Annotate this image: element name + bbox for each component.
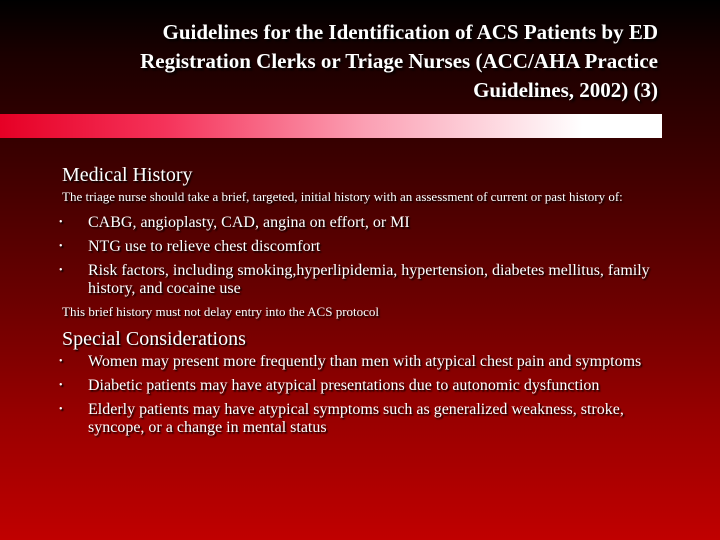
list-item-text: NTG use to relieve chest discomfort bbox=[88, 238, 321, 255]
title-line: Guidelines, 2002) (3) bbox=[473, 78, 658, 102]
bullet-icon: • bbox=[59, 217, 63, 228]
list-item-text: Elderly patients may have atypical symptoms such as generalized weakness, stroke, syncope, or a change in mental status bbox=[88, 401, 624, 436]
medical-history-intro: The triage nurse should take a brief, targeted, initial history with an assessment of current or past history of: bbox=[62, 189, 623, 204]
list-item bbox=[59, 262, 662, 298]
list-item bbox=[59, 377, 662, 395]
decorative-gradient-bar bbox=[0, 114, 662, 138]
list-item bbox=[59, 353, 662, 371]
bullet-icon: • bbox=[59, 356, 63, 367]
bullet-icon: • bbox=[59, 241, 63, 252]
list-item bbox=[59, 401, 662, 437]
bullet-icon: • bbox=[59, 265, 63, 276]
slide-body bbox=[59, 163, 662, 443]
protocol-note: This brief history must not delay entry into the ACS protocol bbox=[62, 304, 380, 319]
list-item bbox=[59, 214, 662, 232]
bullet-icon: • bbox=[59, 404, 63, 415]
bullet-icon: • bbox=[59, 380, 63, 391]
title-line: Registration Clerks or Triage Nurses (ACC/AHA Practice bbox=[140, 49, 658, 73]
medical-history-heading: Medical History bbox=[62, 164, 193, 186]
special-considerations-heading: Special Considerations bbox=[62, 328, 246, 350]
list-item-text: Diabetic patients may have atypical presentations due to autonomic dysfunction bbox=[88, 377, 600, 394]
list-item bbox=[59, 238, 662, 256]
list-item-text: CABG, angioplasty, CAD, angina on effort, or MI bbox=[88, 214, 410, 231]
title-line: Guidelines for the Identification of ACS Patients by ED bbox=[162, 20, 658, 44]
slide-title bbox=[40, 18, 658, 105]
list-item-text: Women may present more frequently than men with atypical chest pain and symptoms bbox=[88, 353, 642, 370]
list-item-text: Risk factors, including smoking,hyperlipidemia, hypertension, diabetes mellitus, family history, and cocaine use bbox=[88, 262, 650, 297]
